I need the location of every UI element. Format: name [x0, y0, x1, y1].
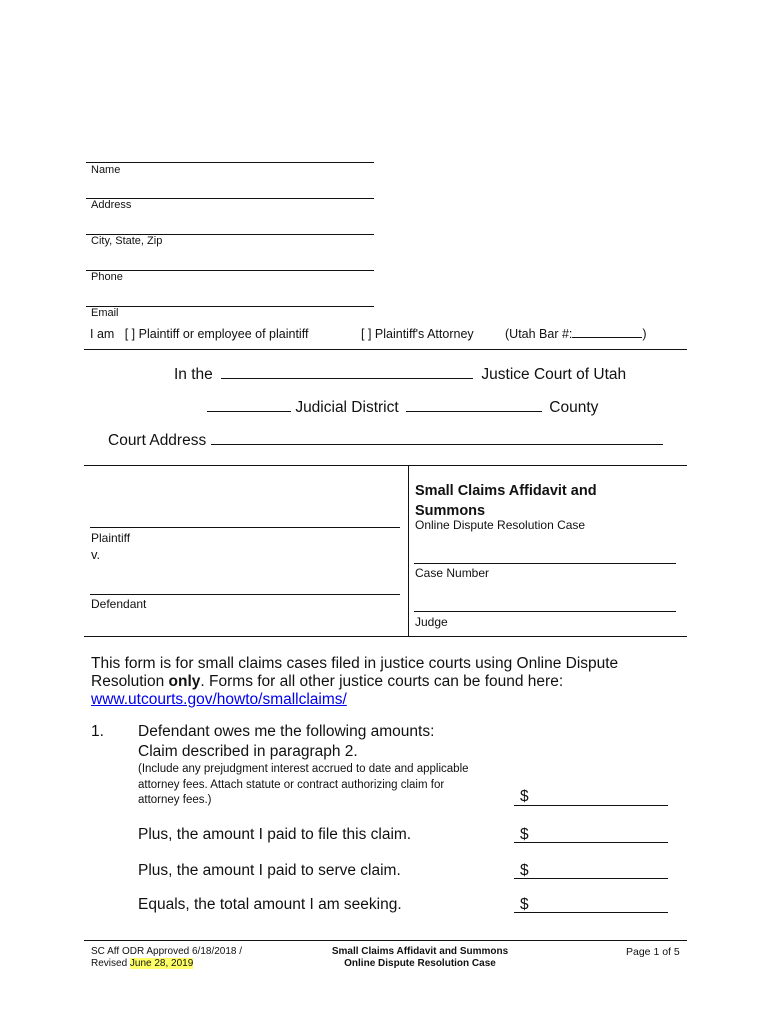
name-label: Name — [91, 164, 121, 176]
filing-fee-input[interactable] — [514, 842, 668, 843]
court-name-row — [174, 366, 626, 384]
caption-bottom-rule — [84, 636, 687, 637]
section1-number: 1. — [91, 723, 104, 740]
footer-revised-prefix: Revised — [91, 958, 130, 969]
utah-bar-field — [505, 327, 647, 341]
footer-approved: SC Aff ODR Approved 6/18/2018 / — [91, 946, 243, 957]
role-row — [90, 327, 308, 341]
attorney-option-label: Plaintiff's Attorney — [374, 327, 474, 341]
footer-rule — [84, 940, 687, 941]
plaintiff-checkbox[interactable]: [ ] — [124, 327, 136, 341]
footer-center — [300, 946, 540, 970]
justice-court-label: Justice Court of Utah — [481, 366, 627, 383]
service-fee-label: Plus, the amount I paid to serve claim. — [138, 862, 401, 879]
footer-form-title: Small Claims Affidavit and Summons — [331, 946, 509, 957]
caption-divider — [408, 465, 409, 636]
section1-heading: Defendant owes me the following amounts: — [138, 723, 435, 740]
filing-fee-label: Plus, the amount I paid to file this claim. — [138, 826, 412, 843]
court-name-input[interactable] — [221, 378, 473, 379]
county-input[interactable] — [406, 411, 542, 412]
plaintiff-label: Plaintiff — [91, 531, 131, 545]
phone-label: Phone — [91, 271, 123, 283]
footer-revised-date: June 28, 2019 — [129, 958, 194, 969]
footer-left — [91, 946, 242, 970]
city-state-zip-label: City, State, Zip — [91, 235, 163, 247]
utah-bar-label: (Utah Bar #: — [505, 327, 573, 341]
small-claims-link[interactable]: www.utcourts.gov/howto/smallclaims/ — [91, 691, 347, 708]
defendant-line[interactable] — [90, 594, 400, 595]
court-address-label: Court Address — [108, 432, 207, 449]
claim-amount-input[interactable] — [514, 805, 668, 806]
attorney-option — [361, 327, 474, 341]
role-prefix: I am — [90, 327, 115, 341]
intro-line2-start: Resolution — [91, 673, 169, 690]
total-amount-input[interactable] — [514, 912, 668, 913]
judge-label: Judge — [415, 615, 448, 629]
claim-note — [138, 762, 469, 809]
service-fee-currency: $ — [520, 862, 529, 879]
claim-currency: $ — [520, 788, 529, 805]
form-title — [415, 481, 597, 521]
footer-revised — [91, 958, 242, 970]
judicial-district-label: Judicial District — [295, 399, 399, 416]
intro-line1: This form is for small claims cases filed in justice courts using Online Dispute — [91, 655, 619, 672]
total-amount-currency: $ — [520, 896, 529, 913]
case-number-label: Case Number — [415, 566, 490, 580]
intro-paragraph — [91, 655, 691, 709]
name-line[interactable] — [86, 162, 374, 163]
court-address-row — [108, 432, 663, 450]
utah-bar-input[interactable] — [572, 337, 642, 338]
service-fee-input[interactable] — [514, 878, 668, 879]
utah-bar-close: ) — [642, 327, 647, 341]
in-the-label: In the — [174, 366, 213, 383]
versus-label: v. — [91, 547, 101, 562]
caption-top-rule — [84, 465, 687, 466]
county-label: County — [549, 399, 599, 416]
district-input[interactable] — [207, 411, 291, 412]
footer-form-subtitle: Online Dispute Resolution Case — [344, 958, 496, 969]
email-line[interactable] — [86, 306, 374, 307]
defendant-label: Defendant — [91, 597, 147, 611]
district-county-row — [207, 399, 598, 417]
phone-line[interactable] — [86, 270, 374, 271]
intro-only-emphasis: only — [168, 673, 201, 690]
total-amount-label: Equals, the total amount I am seeking. — [138, 896, 402, 913]
intro-line2-end: . Forms for all other justice courts can be found here: — [200, 673, 564, 690]
form-title-line2: Summons — [415, 503, 486, 519]
email-label: Email — [91, 307, 119, 319]
filing-fee-currency: $ — [520, 826, 529, 843]
page-number: Page 1 of 5 — [626, 946, 680, 958]
header-divider — [84, 349, 687, 350]
judge-line[interactable] — [414, 611, 676, 612]
plaintiff-line[interactable] — [90, 527, 400, 528]
attorney-checkbox[interactable]: [ ] — [361, 327, 372, 341]
plaintiff-option-label: Plaintiff or employee of plaintiff — [138, 327, 309, 341]
form-title-line1: Small Claims Affidavit and — [415, 483, 597, 499]
claim-note-line1: (Include any prejudgment interest accrued to date and applicable — [138, 763, 469, 775]
claim-note-line3: attorney fees.) — [138, 794, 212, 806]
court-address-input[interactable] — [211, 444, 663, 445]
address-label: Address — [91, 199, 132, 211]
case-number-line[interactable] — [414, 563, 676, 564]
claim-label: Claim described in paragraph 2. — [138, 743, 358, 760]
form-subtitle: Online Dispute Resolution Case — [415, 518, 586, 532]
intro-line2 — [91, 673, 691, 691]
claim-note-line2: attorney fees. Attach statute or contract authorizing claim for — [138, 778, 445, 791]
